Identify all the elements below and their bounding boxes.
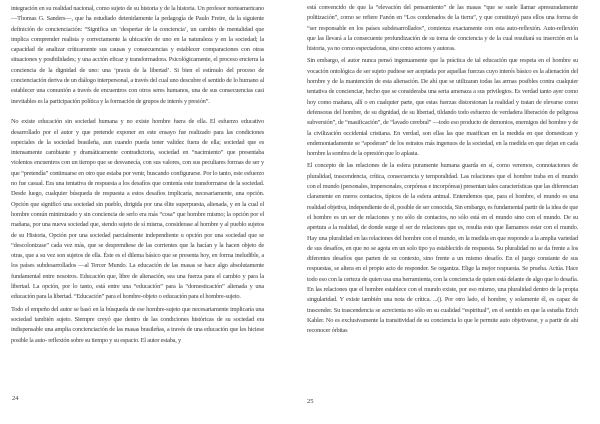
page-25: [307, 0, 578, 424]
page-25-paragraph-1: está convencido de que la “elevación del pensamiento” de las masas “que se suele llamar apresuradamente politización”, como se refiere Fanón en “Los condenados de la tierra”, y que constituyó para ellos una forma de “ser responsable en los países subdesarrollados”, comienza exactamente con esta auto-reflexión. Auto-reflexión que las llevará a la consecuente profundización de su toma de conciencia y de la cual resultará su inserción en la historia, ya no como espectadoras, sino como actores y autoras.: [307, 4, 578, 53]
page-24-paragraph-3: Todo el empeño del autor se basó en la búsqueda de ese hombre-sujeto que necesariamente implicaría una sociedad también sujeto. Siempre creyó que dentro de las condiciones históricas de su sociedad era indispensable una amplia concienciación de las masas brasileñas, a través de una educación que les hiciese posible la auto- reflexión sobre su tiempo y su espacio. El autor estaba, y: [11, 305, 264, 344]
page-25-paragraph-3: El concepto de las relaciones de la esfera puramente humana guarda en sí, como veremos, connotaciones de pluralidad, trascendencia, crítica, consecuencia y temporalidad. Las relaciones que el hombre traba en el mundo con el mundo (personales, impersonales, corpóreas e incorpóreas) presentan tales características que las diferencian claramente en meros contactos, típicos de la esfera animal. Entendemos que, para el hombre, el mundo es una realidad objetiva, independiente de él, posible de ser conocida, Sin embargo, es fundamental partir de la idea de que el hombre es un ser de relaciones y no sólo de contactos, no sólo está en el mundo sino con el mundo. De su apertura a la realidad, de donde surge el ser de relaciones que es, resulta esto que llamamos estar con el mundo. Hay una pluralidad en las relaciones del hombre con el mundo, en la medida en que responde a la amplia variedad de sus desafíos, en que no se agota en un solo tipo ya establecido de respuesta. Su pluralidad no se da frente a los diferentes desafíos que parten de su contexto, sino frente a un mismo desafío. En el juego constante de sus respuestas, se altera en el propio acto de responder. Se organiza. Elige la mejor respuesta. Se prueba. Actúa. Hace todo eso con la certeza de quien usa una herramienta, con la conciencia de quien está delante de algo que lo desafía. En las relaciones que el hombre establece con el mundo existe, por eso mismo, una pluralidad dentro de la propia singularidad. Y existe también una nota de crítica. ...(). Por otro lado, el hombre, y solamente él, es capaz de trascender. Su trascendencia se acrecienta no sólo en su cualidad “espiritual”, en el sentido en que la estudia Erich Kahler. No es exclusivamente la transitividad de su conciencia lo que le permite auto objetivarse, y a partir de ahí reconocer órbitas: [307, 162, 578, 335]
page-25-text-block: [307, 3, 578, 337]
page-number-25: 25: [307, 398, 314, 405]
page-24: [11, 0, 264, 424]
page-24-text-block: [11, 4, 264, 346]
page-24-paragraph-1: integración en su realidad nacional, como sujeto de su historia y de la historia. Un profesor norteamericano —Thomas G. Sanders—, que ha estudiado detenidamente la pedagogía de Paulo Freire, da la siguiente definición de concienciación: “Significa un ‘despertar de la conciencia’, un cambio de mentalidad que implica comprender realista y correctamente la ubicación de uno en la naturaleza y en la sociedad; la capacidad de analizar críticamente sus causas y consecuencias y establecer comparaciones con otras situaciones y posibilidades; y una acción eficaz y transformadora. Psicológicamente, el proceso encierra la conciencia de la dignidad de uno: una ‘praxis de la libertad’. Si bien el estímulo del proceso de concienciación deriva de un diálogo interpersonal, a través del cual uno descubre el sentido de lo humano al establecer una comunión a través de encuentros con otros seres humanos, una de sus consecuencias casi inevitables es la participación política y la formación de grupos de interés y presión”.: [11, 5, 264, 105]
page-number-24: 24: [12, 395, 19, 402]
page-24-paragraph-2: No existe educación sin sociedad humana y no existe hombre fuera de ella. El esfuerzo educativo desarrollado por el autor y que pretende exponer en este ensayo fue realizado para las condiciones especiales de la sociedad brasileña, aun cuando pueda tener validez fuera de ella; sociedad que es intensamente cambiante y dramáticamente contradictoria, sociedad en “nacimiento” que presentaba violentos encuentros con un tiempo que se desvanecía, con sus valores, con sus peculiares formas de ser y que “pretendía” continuarse en otro que estaba por venir, buscando configurarse. Por lo tanto, este esfuerzo no fue casual. Era una tentativa de respuesta a los desafíos que contenía este transformarse de la sociedad. Desde luego, cualquier búsqueda de respuesta a estos desafíos implicaría, necesariamente, una opción. Opción que significó una sociedad sin pueblo, dirigida por una élite superpuesta, alienada, y en la cual el hombre común minimizado y sin conciencia de serlo era más “cosa” que hombre mismo; la opción por el mañana, por una nueva sociedad que, siendo sujeto de sí misma, considerase al hombre y al pueblo sujetos de su Historia, Opción por una sociedad parcialmente independiente u opción por una sociedad que se “descolonizase” cada vez más, que se desprendiese de las corrientes que la hacían y la hacen objeto de otras, que a su vez son sujetos de ella. Éste es el dilema básico que se presenta hoy, en forma ineludible, a los países subdesarrollados —al Tercer Mundo. La educación de las masas se hace algo absolutamente fundamental entre nosotros. Educación que, libre de alienación, sea una fuerza para el cambio y para la libertad. La opción, por lo tanto, está entre una “educación” para la “domesticación” alienada y una educación para la libertad. “Educación” para el hombre-objeto o educación para el hombre-sujeto.: [11, 118, 264, 301]
page-25-paragraph-2: Sin embargo, el autor nunca pensó ingenuamente que la práctica de tal educación que respeta en el hombre su vocación ontológica de ser sujeto pudiese ser aceptada por aquellas fuerzas cuyo interés básico es la alienación del hombre y de la mantención de esta alienación. De ahí que se utilizaran todas las armas posibles contra cualquier tentativa de concienciar, hecho que se consideraba una seria amenaza a sus privilegios. Es verdad tanto ayer como hoy como mañana, allí o en cualquier parte, que estas fuerzas distorsionan la realidad y tratan de elevarse como defensoras del hombre, de su dignidad, de su libertad, tildando todo esfuerzo de verdadera liberación de peligrosa subversión”, de “masificación”, de “lavado cerebral” —todo eso producto de demonios, enemigos del hombre y de la civilización occidental cristiana. En verdad, son ellas las que masifican en la medida en que domestican y endemoniadamente se “apoderan” de los estratos más ingenuos de la sociedad, en la medida en que dejan en cada hombre la sombra de la opresión que lo aplasta.: [307, 57, 578, 158]
